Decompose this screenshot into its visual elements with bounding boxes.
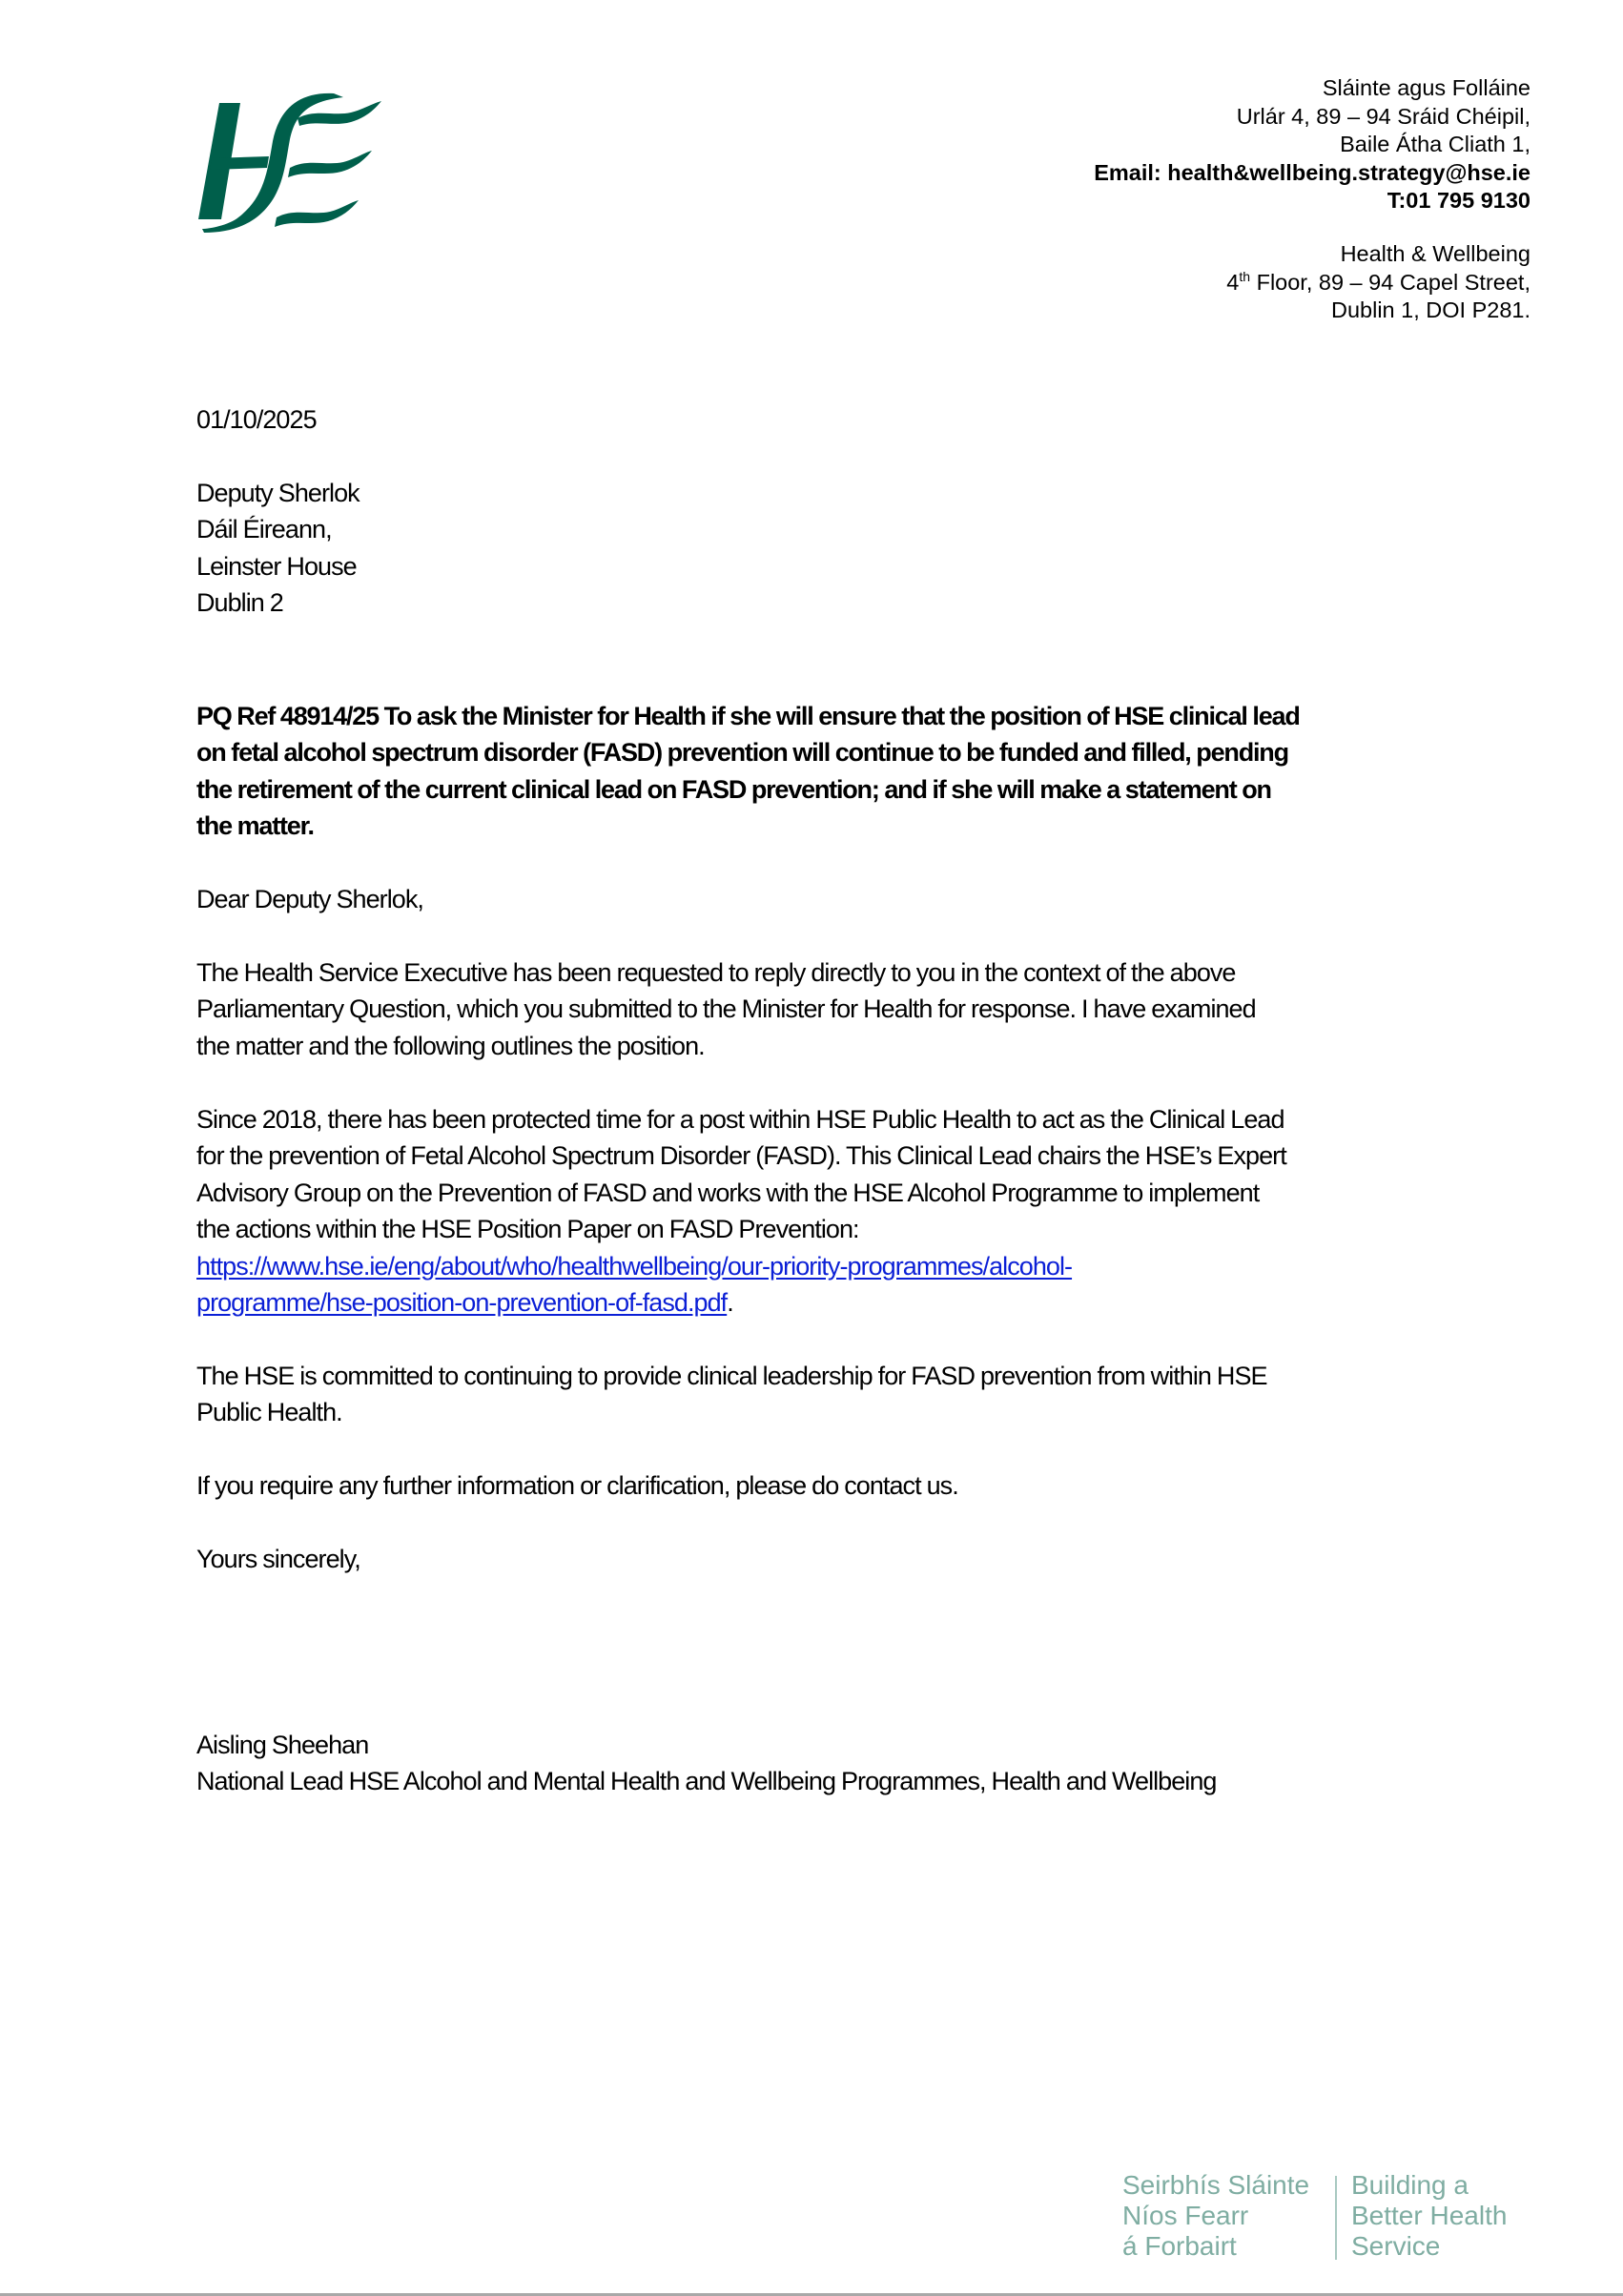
paragraph-line: Public Health. bbox=[196, 1398, 342, 1427]
contact-email: Email: health&wellbeing.strategy@hse.ie bbox=[1094, 159, 1531, 185]
paragraph-contact: If you require any further information or clarification, please do contact us. bbox=[196, 1471, 958, 1500]
signatory bbox=[196, 1727, 1493, 1800]
floor-number: 4 bbox=[1226, 269, 1240, 295]
fasd-position-paper-link[interactable]: https://www.hse.ie/eng/about/who/healthwellbeing/our-priority-programmes/alcohol- bbox=[196, 1251, 1073, 1281]
paragraph-background bbox=[196, 1101, 1493, 1321]
recipient-address bbox=[196, 475, 1493, 622]
tagline-line: Building a bbox=[1351, 2170, 1469, 2200]
paragraph-line: The HSE is committed to continuing to provide clinical leadership for FASD prevention from within HSE bbox=[196, 1362, 1267, 1390]
tagline-english bbox=[1351, 2170, 1507, 2262]
paragraph-line: The Health Service Executive has been requested to reply directly to you in the context of the above bbox=[196, 958, 1236, 987]
link-trailing-period: . bbox=[727, 1288, 733, 1318]
street-text: Floor, 89 – 94 Capel Street, bbox=[1250, 269, 1531, 295]
address-line: Health & Wellbeing bbox=[1340, 241, 1531, 266]
hse-logo-icon bbox=[191, 84, 391, 236]
paragraph-commitment bbox=[196, 1358, 1493, 1431]
sender-address-english bbox=[1226, 240, 1531, 325]
paragraph-line: the actions within the HSE Position Paper on FASD Prevention: bbox=[196, 1215, 859, 1244]
paragraph-line: Since 2018, there has been protected time for a post within HSE Public Health to act as the Clinical Lead bbox=[196, 1105, 1284, 1134]
tagline-line: á Forbairt bbox=[1122, 2231, 1237, 2261]
subject-heading bbox=[196, 698, 1493, 845]
address-line: Urlár 4, 89 – 94 Sráid Chéipil, bbox=[1236, 103, 1531, 129]
salutation: Dear Deputy Sherlok, bbox=[196, 885, 423, 913]
recipient-line: Dáil Éireann, bbox=[196, 515, 332, 544]
tagline-line: Service bbox=[1351, 2231, 1441, 2261]
subject-line: PQ Ref 48914/25 To ask the Minister for Health if she will ensure that the position of HSE clinical lead bbox=[196, 702, 1300, 730]
sender-address-irish bbox=[1094, 74, 1531, 215]
tagline-line: Better Health bbox=[1351, 2201, 1508, 2230]
recipient-line: Deputy Sherlok bbox=[196, 479, 360, 507]
tagline-divider bbox=[1335, 2176, 1337, 2260]
signatory-title: National Lead HSE Alcohol and Mental Health and Wellbeing Programmes, Health and Wellbeing bbox=[196, 1767, 1217, 1796]
address-line: Sláinte agus Folláine bbox=[1322, 75, 1531, 100]
address-line: Dublin 1, DOI P281. bbox=[1331, 297, 1531, 322]
tagline-line: Seirbhís Sláinte bbox=[1122, 2170, 1310, 2200]
subject-line: the retirement of the current clinical lead on FASD prevention; and if she will make a statement on bbox=[196, 774, 1271, 804]
paragraph-line: Advisory Group on the Prevention of FASD and works with the HSE Alcohol Programme to implement bbox=[196, 1178, 1260, 1207]
address-line bbox=[1226, 269, 1531, 297]
tagline-irish bbox=[1122, 2170, 1309, 2262]
recipient-line: Dublin 2 bbox=[196, 588, 283, 618]
paragraph-intro bbox=[196, 954, 1493, 1064]
signatory-name: Aisling Sheehan bbox=[196, 1731, 369, 1759]
address-line: Baile Átha Cliath 1, bbox=[1340, 132, 1531, 156]
subject-line: the matter. bbox=[196, 811, 314, 841]
subject-line: on fetal alcohol spectrum disorder (FASD) prevention will continue to be funded and filled, pending bbox=[196, 738, 1288, 768]
closing: Yours sincerely, bbox=[196, 1545, 360, 1573]
fasd-position-paper-link-cont[interactable]: programme/hse-position-on-prevention-of-fasd.pdf bbox=[196, 1288, 728, 1318]
letter-date: 01/10/2025 bbox=[196, 405, 317, 434]
link-line bbox=[196, 1284, 1493, 1321]
ordinal-suffix: th bbox=[1239, 268, 1251, 284]
paragraph-line: for the prevention of Fetal Alcohol Spectrum Disorder (FASD). This Clinical Lead chairs the HSE’s Expert bbox=[196, 1141, 1286, 1171]
link-line bbox=[196, 1248, 1493, 1284]
recipient-line: Leinster House bbox=[196, 551, 357, 581]
paragraph-line: Parliamentary Question, which you submitted to the Minister for Health for response. I have examined bbox=[196, 994, 1256, 1024]
contact-phone: T:01 795 9130 bbox=[1387, 188, 1531, 213]
tagline-line: Níos Fearr bbox=[1122, 2201, 1249, 2230]
paragraph-line: the matter and the following outlines the position. bbox=[196, 1031, 705, 1060]
